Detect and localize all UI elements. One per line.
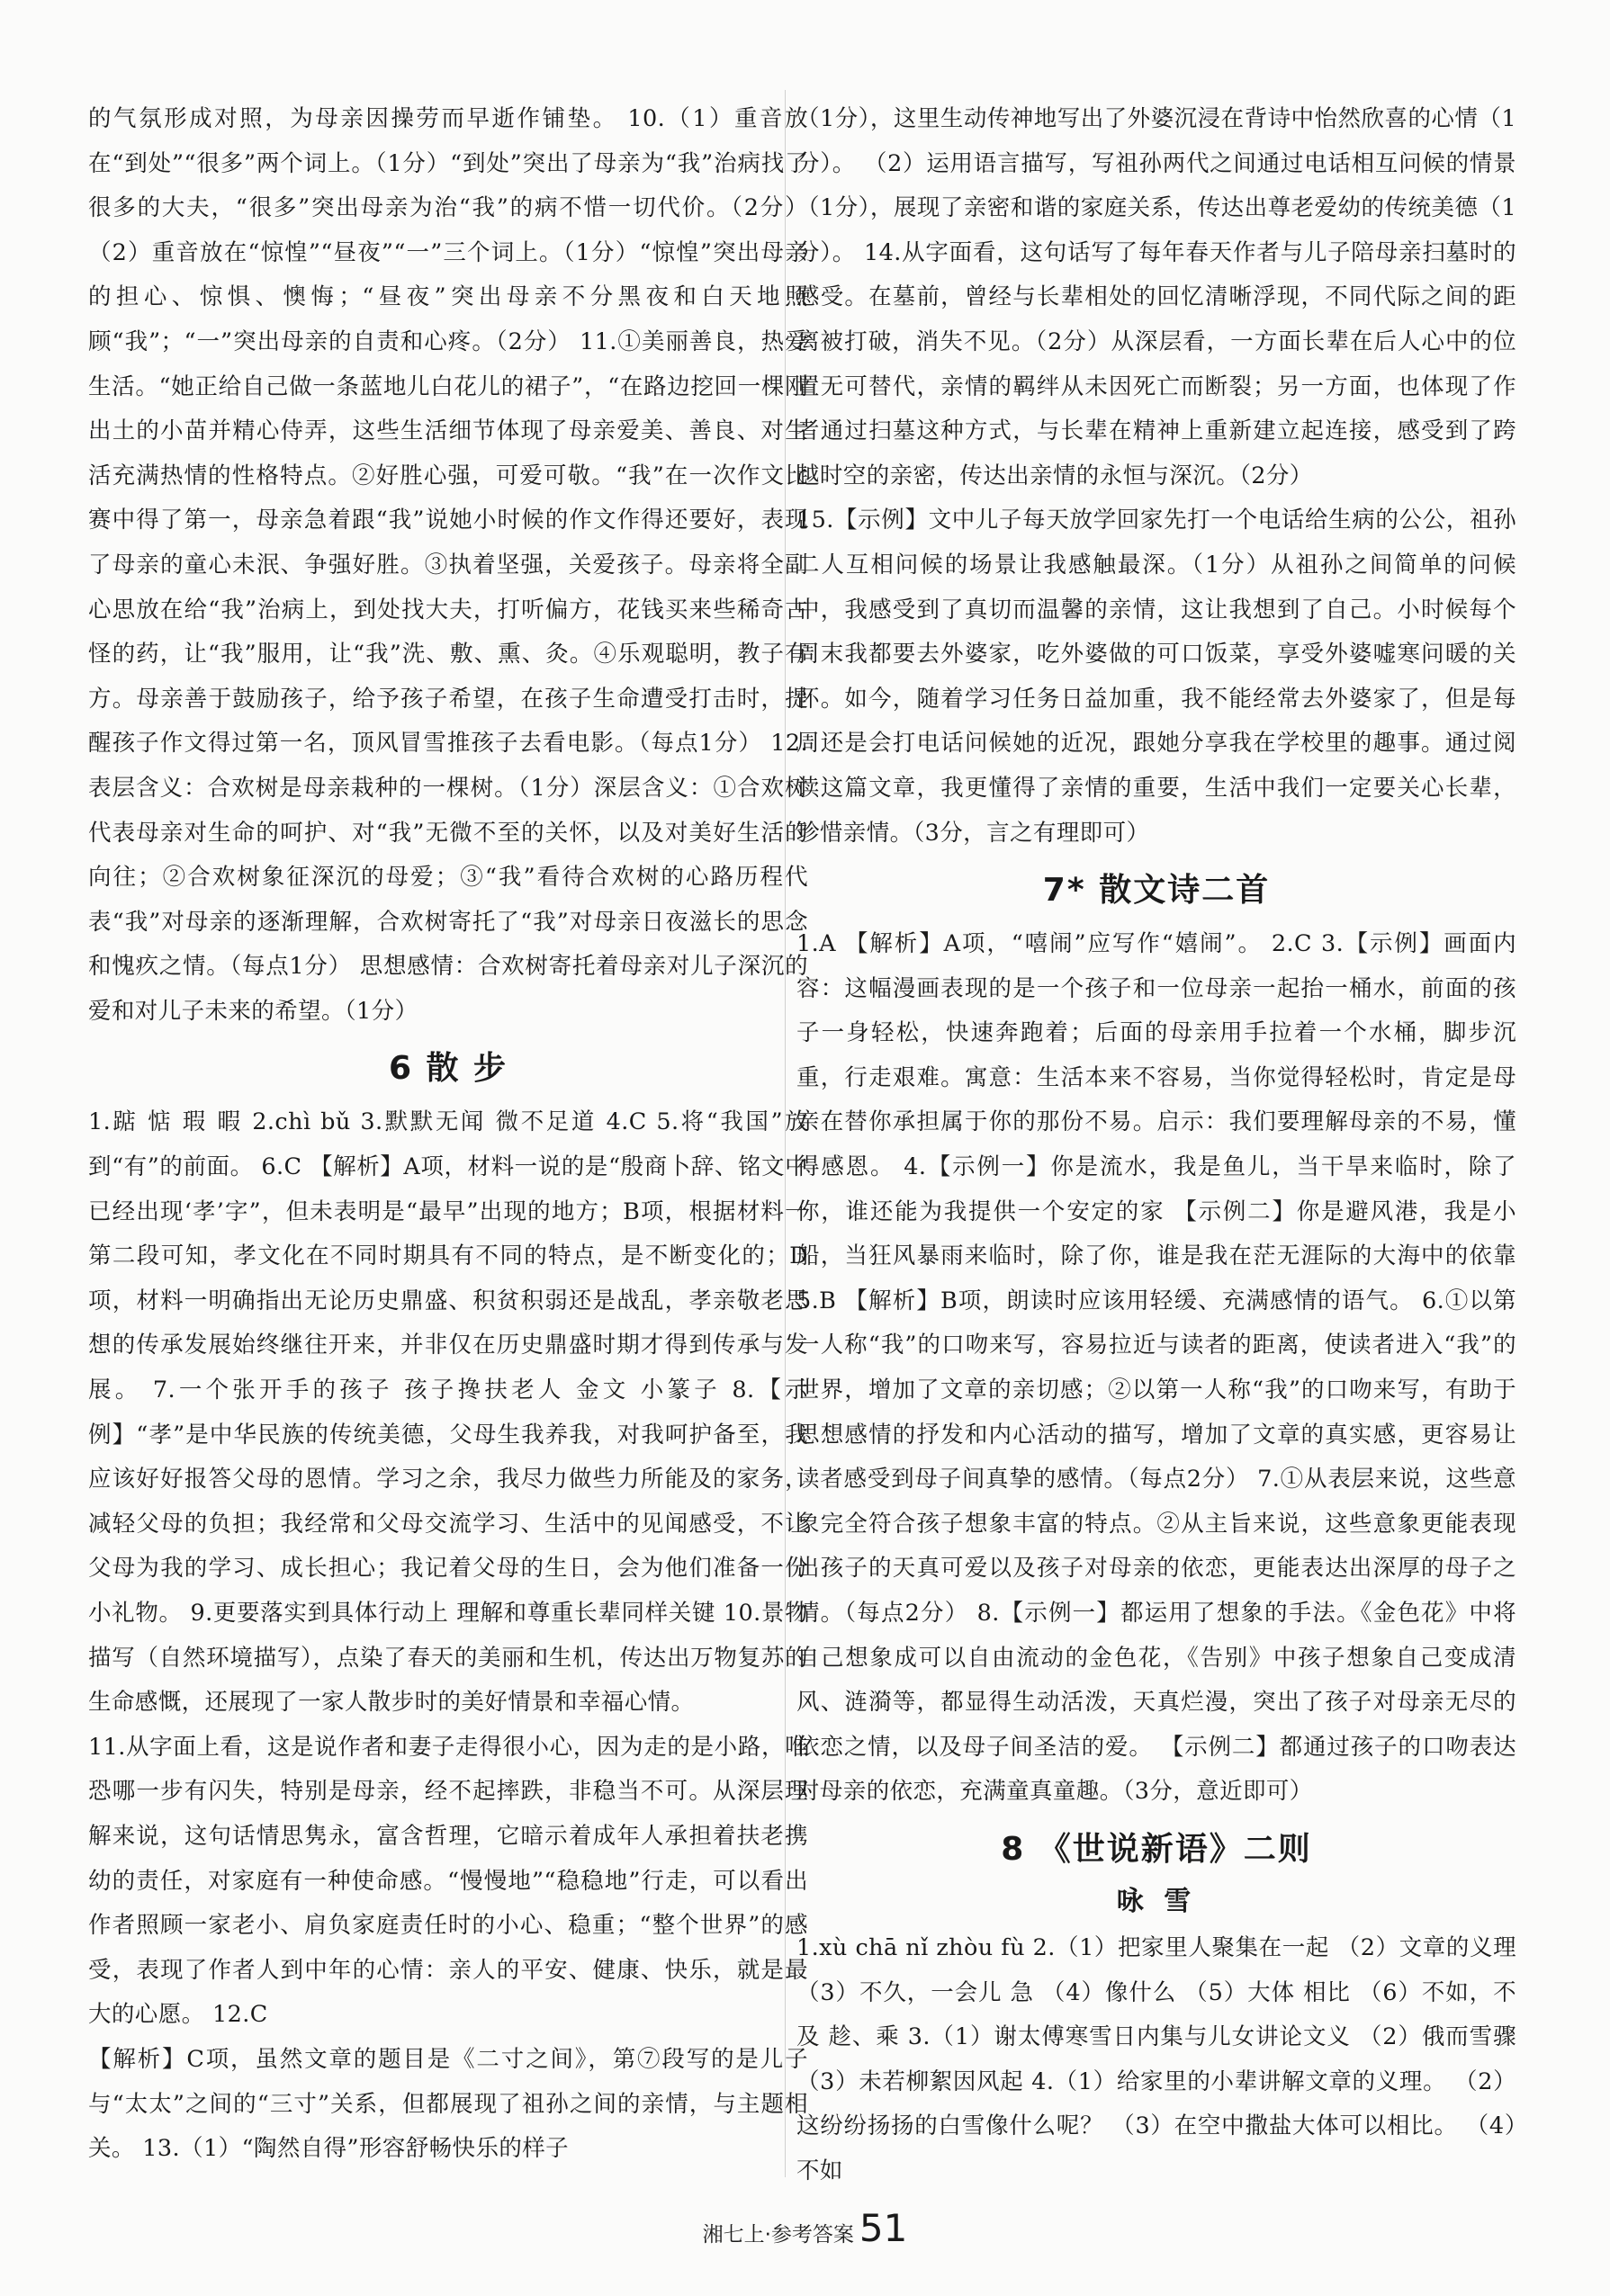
right-column bbox=[796, 97, 1516, 2194]
page-number: 51 bbox=[859, 2206, 908, 2250]
answer-paragraph: 1.xù chā nǐ zhòu fù 2.（1）把家里人聚集在一起 （2）文章的义理 （3）不久，一会儿 急 （4）像什么 （5）大体 相比 （6）不如，不及 趁、乘 3.（1）谢太傅寒雪日内集与儿女讲论文义 （2）俄而雪骤 （3）未若柳絮因风起 4.（1）给家里的小辈讲解文章的义理。 （2）这纷纷扬扬的白雪像什么呢？ （3）在空中撒盐大体可以相比。 （4）不如 bbox=[796, 1933, 1516, 2184]
section-title: 6 散 步 bbox=[388, 1050, 508, 1088]
answer-paragraph: 1.踮 惦 瑕 暇 2.chì bǔ 3.默默无闻 微不足道 4.C 5.将“我国”放到“有”的前面。 6.C 【解析】A项，材料一说的是“殷商卜辞、铭文中已经出现‘孝’字”，但未表明是“最早”出现的地方；B项，根据材料一第二段可知，孝文化在不同时期具有不同的特点，是不断变化的；D项，材料一明确指出无论历史鼎盛、积贫积弱还是战乱，孝亲敬老思想的传承发展始终继往开来，并非仅在历史鼎盛时期才得到传承与发展。 7.一个张开手的孩子 孩子搀扶老人 金文 小篆子 8.【示例】“孝”是中华民族的传统美德，父母生我养我，对我呵护备至，我应该好好报答父母的恩情。学习之余，我尽力做些力所能及的家务，减轻父母的负担；我经常和父母交流学习、生活中的见闻感受，不让父母为我的学习、成长担心；我记着父母的生日，会为他们准备一份小礼物。 9.更要落实到具体行动上 理解和尊重长辈同样关键 10.景物描写（自然环境描写），点染了春天的美丽和生机，传达出万物复苏的生命感慨，还展现了一家人散步时的美好情景和幸福心情。 bbox=[88, 1108, 808, 1717]
answer-paragraph: （1分），这里生动传神地写出了外婆沉浸在背诗中怡然欣喜的心情（1分）。 （2）运用语言描写，写祖孙两代之间通过电话相互问候的情景（1分），展现了亲密和谐的家庭关系，传达出尊老爱幼的传统美德（1分）。 14.从字面看，这句话写了每年春天作者与儿子陪母亲扫墓时的感受。在墓前，曾经与长辈相处的回忆清晰浮现，不同代际之间的距离被打破，消失不见。（2分）从深层看，一方面长辈在后人心中的位置无可替代，亲情的羁绊从未因死亡而断裂；另一方面，也体现了作者通过扫墓这种方式，与长辈在精神上重新建立起连接，感受到了跨越时空的亲密，传达出亲情的永恒与深沉。（2分） bbox=[796, 105, 1516, 489]
section-subtitle: 咏 雪 bbox=[1116, 1885, 1197, 1917]
answer-paragraph: 【解析】C项，虽然文章的题目是《二寸之间》，第⑦段写的是儿子与“太太”之间的“三寸”关系，但都展现了祖孙之间的亲情，与主题相关。 13.（1）“陶然自得”形容舒畅快乐的样子 bbox=[88, 2045, 808, 2163]
answer-paragraph: 1.A 【解析】A项，“嘻闹”应写作“嬉闹”。 2.C 3.【示例】画面内容：这幅漫画表现的是一个孩子和一位母亲一起抬一桶水，前面的孩子一身轻松，快速奔跑着；后面的母亲用手拉着一个水桶，脚步沉重，行走艰难。寓意：生活本来不容易，当你觉得轻松时，肯定是母亲在替你承担属于你的那份不易。启示：我们要理解母亲的不易，懂得感恩。 4.【示例一】你是流水，我是鱼儿，当干旱来临时，除了你，谁还能为我提供一个安定的家 【示例二】你是避风港，我是小船，当狂风暴雨来临时，除了你，谁是我在茫无涯际的大海中的依靠 5.B 【解析】B项，朗读时应该用轻缓、充满感情的语气。 6.①以第一人称“我”的口吻来写，容易拉近与读者的距离，使读者进入“我”的世界，增加了文章的亲切感；②以第一人称“我”的口吻来写，有助于思想感情的抒发和内心活动的描写，增加了文章的真实感，更容易让读者感受到母子间真挚的感情。（每点2分） 7.①从表层来说，这些意象完全符合孩子想象丰富的特点。②从主旨来说，这些意象更能表现出孩子的天真可爱以及孩子对母亲的依恋，更能表达出深厚的母子之情。（每点2分） 8.【示例一】都运用了想象的手法。《金色花》中将自己想象成可以自由流动的金色花，《告别》中孩子想象自己变成清风、涟漪等，都显得生动活泼，天真烂漫，突出了孩子对母亲无尽的依恋之情，以及母子间圣洁的爱。 【示例二】都通过孩子的口吻表达对母亲的依恋，充满童真童趣。（3分，意近即可） bbox=[796, 930, 1516, 1806]
footer-label: 湘七上·参考答案 bbox=[702, 2223, 854, 2247]
answer-paragraph: 15.【示例】文中儿子每天放学回家先打一个电话给生病的公公，祖孙二人互相问候的场景让我感触最深。（1分）从祖孙之间简单的问候中，我感受到了真切而温馨的亲情，这让我想到了自己。小时候每个周末我都要去外婆家，吃外婆做的可口饭菜，享受外婆嘘寒问暖的关怀。如今，随着学习任务日益加重，我不能经常去外婆家了，但是每周还是会打电话问候她的近况，跟她分享我在学校里的趣事。通过阅读这篇文章，我更懂得了亲情的重要，生活中我们一定要关心长辈，珍惜亲情。（3分，言之有理即可） bbox=[796, 507, 1516, 847]
page-footer bbox=[0, 2206, 1610, 2250]
section-title: 7* 散文诗二首 bbox=[1042, 872, 1271, 910]
section-title: 8 《世说新语》二则 bbox=[1001, 1830, 1312, 1868]
answer-paragraph: 11.从字面上看，这是说作者和妻子走得很小心，因为走的是小路，唯恐哪一步有闪失，特别是母亲，经不起摔跌，非稳当不可。从深层理解来说，这句话情思隽永，富含哲理，它暗示着成年人承担着扶老携幼的责任，对家庭有一种使命感。“慢慢地”“稳稳地”行走，可以看出作者照顾一家老小、肩负家庭责任时的小心、稳重；“整个世界”的感受，表现了作者人到中年的心情：亲人的平安、健康、快乐，就是最大的心愿。 12.C bbox=[88, 1733, 808, 2029]
answer-paragraph: 的气氛形成对照，为母亲因操劳而早逝作铺垫。 10.（1）重音放在“到处”“很多”两个词上。（1分）“到处”突出了母亲为“我”治病找了很多的大夫，“很多”突出母亲为治“我”的病不惜一切代价。（2分） （2）重音放在“惊惶”“昼夜”“一”三个词上。（1分）“惊惶”突出母亲的担心、惊惧、懊悔；“昼夜”突出母亲不分黑夜和白天地照顾“我”；“一”突出母亲的自责和心疼。（2分） 11.①美丽善良，热爱生活。“她正给自己做一条蓝地儿白花儿的裙子”，“在路边挖回一棵刚出土的小苗并精心侍弄，这些生活细节体现了母亲爱美、善良、对生活充满热情的性格特点。②好胜心强，可爱可敬。“我”在一次作文比赛中得了第一，母亲急着跟“我”说她小时候的作文作得还要好，表现了母亲的童心未泯、争强好胜。③执着坚强，关爱孩子。母亲将全副心思放在给“我”治病上，到处找大夫，打听偏方，花钱买来些稀奇古怪的药，让“我”服用，让“我”洗、敷、熏、灸。④乐观聪明，教子有方。母亲善于鼓励孩子，给予孩子希望，在孩子生命遭受打击时，提醒孩子作文得过第一名，顶风冒雪推孩子去看电影。（每点1分） 12.表层含义：合欢树是母亲栽种的一棵树。（1分）深层含义：①合欢树代表母亲对生命的呵护、对“我”无微不至的关怀，以及对美好生活的向往；②合欢树象征深沉的母爱；③“我”看待合欢树的心路历程代表“我”对母亲的逐渐理解，合欢树寄托了“我”对母亲日夜滋长的思念和愧疚之情。（每点1分） 思想感情：合欢树寄托着母亲对儿子深沉的爱和对儿子未来的希望。（1分） bbox=[88, 105, 808, 1025]
left-column bbox=[88, 97, 808, 2172]
